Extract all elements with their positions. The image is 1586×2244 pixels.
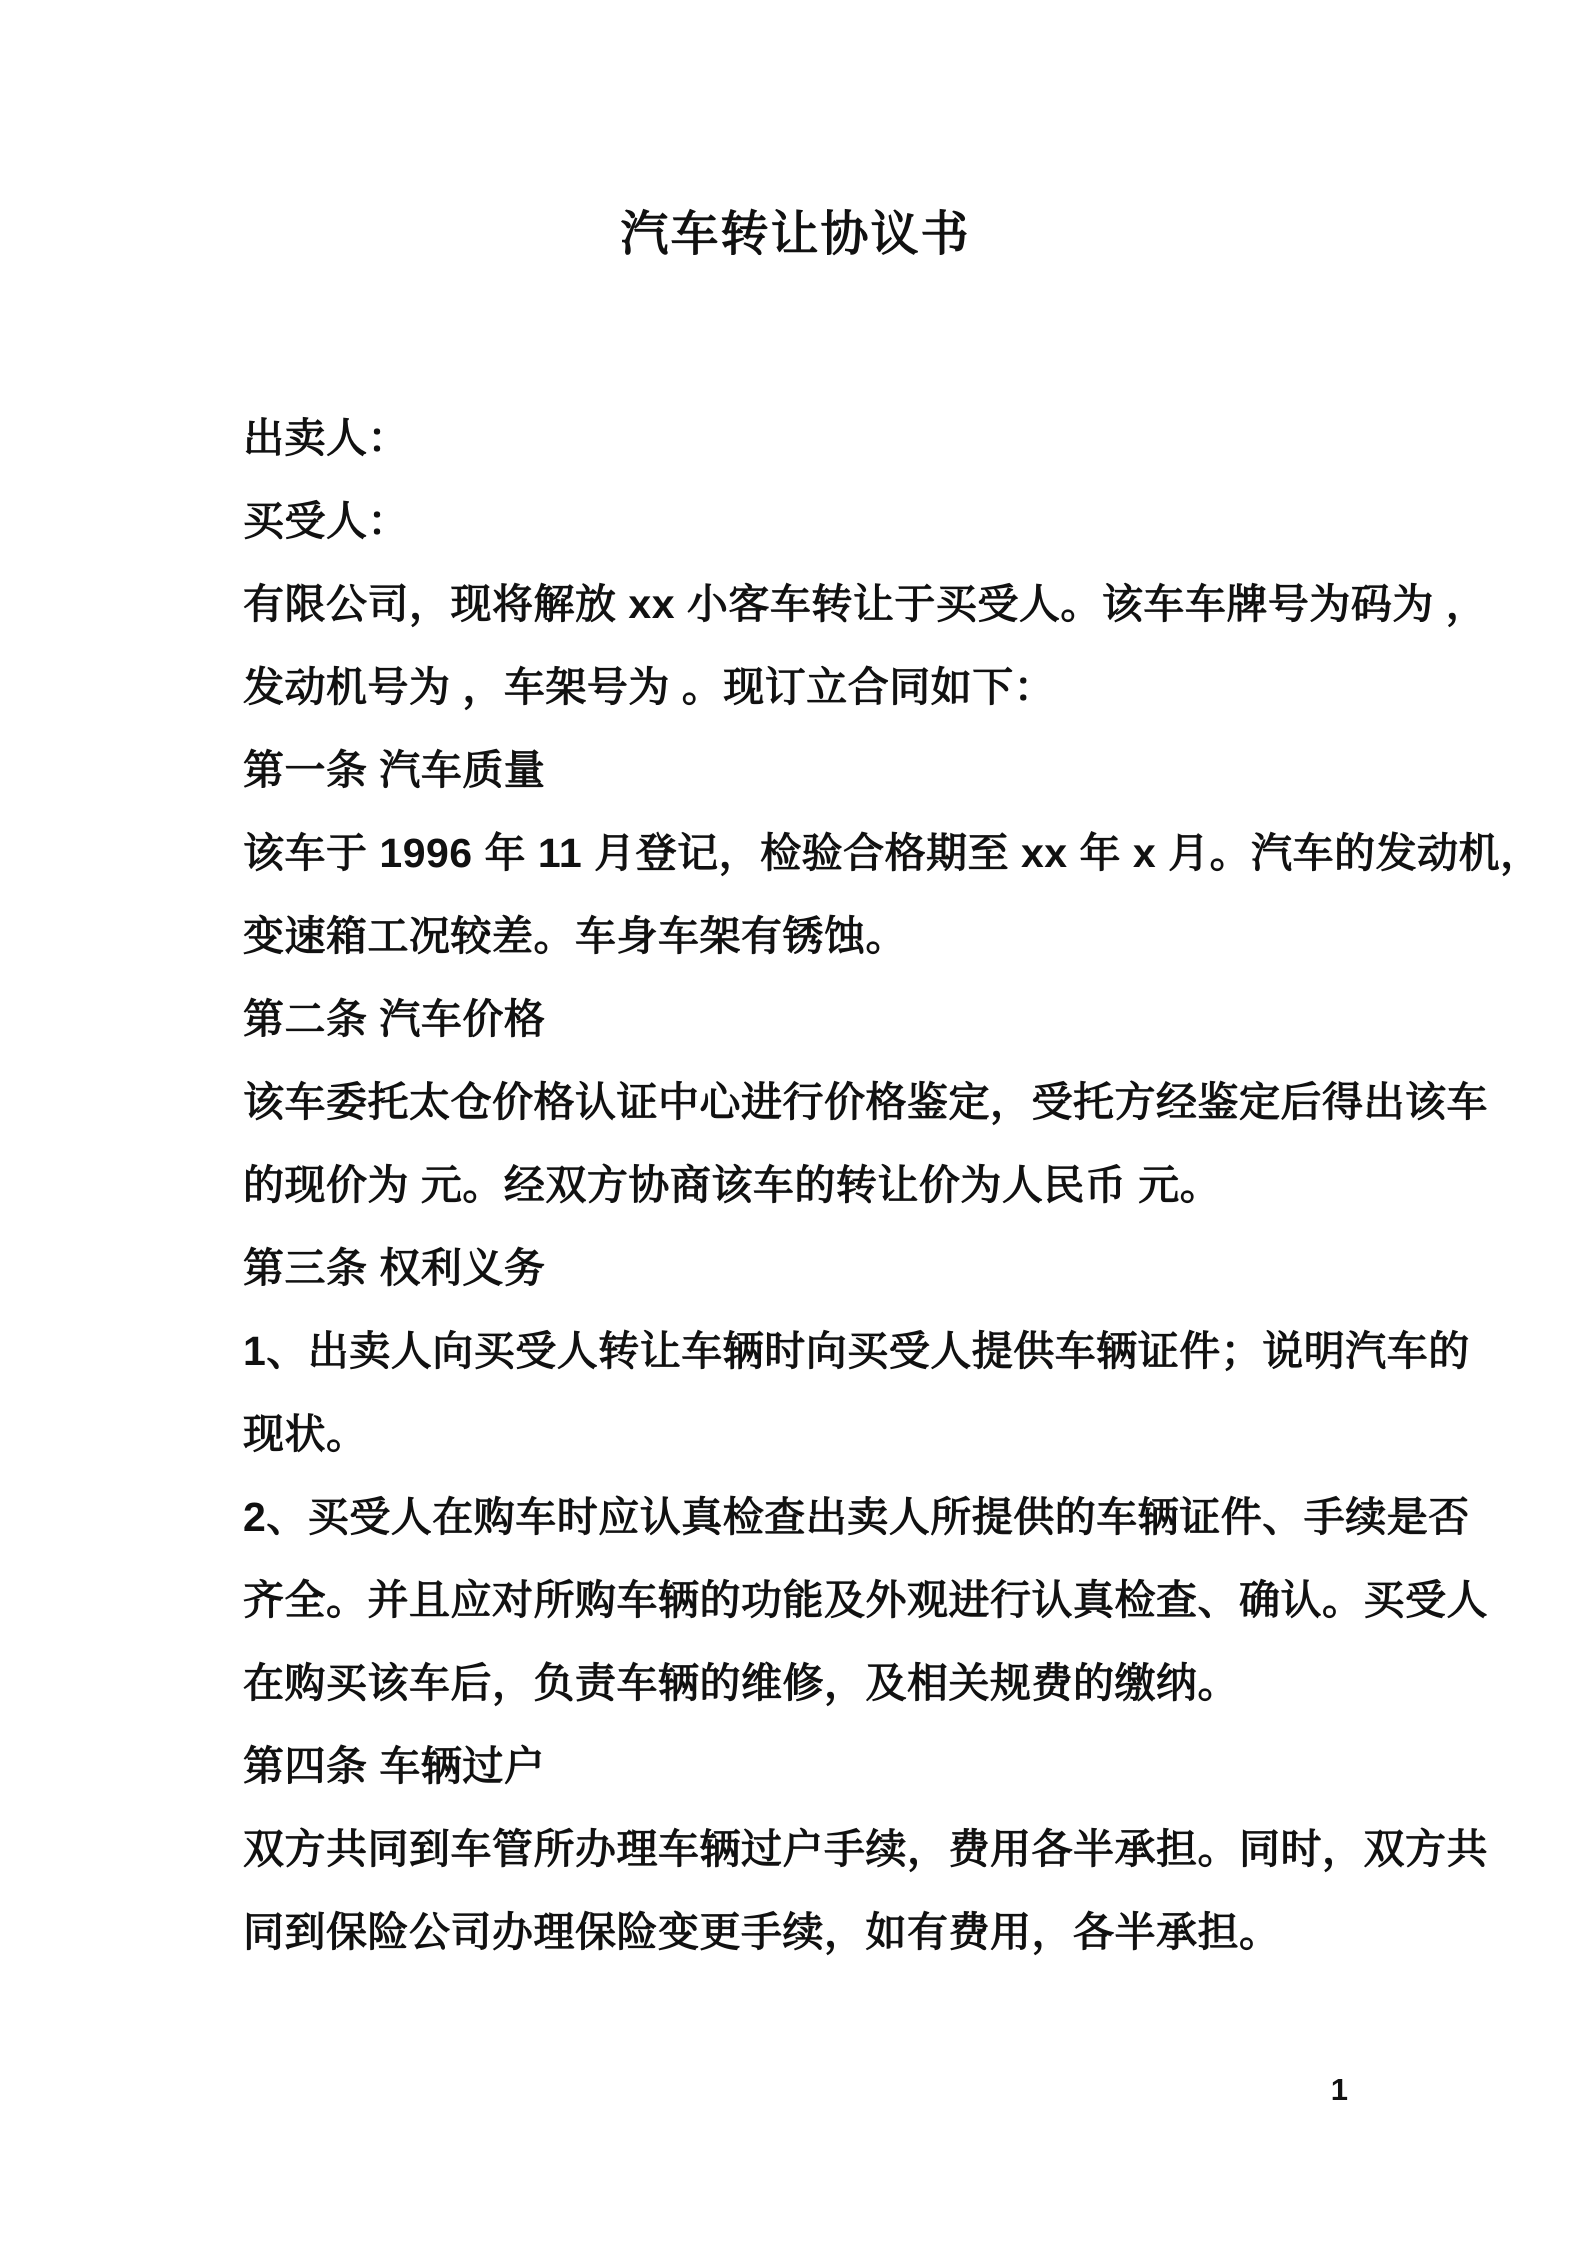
document-body xyxy=(243,397,1542,1974)
document-line: 该车于 1996 年 11 月登记，检验合格期至 xx 年 x 月。汽车的发动机， xyxy=(243,830,1542,876)
document-line: 的现价为 元。经双方协商该车的转让价为人民币 元。 xyxy=(243,1162,1222,1208)
clause-heading-line: 第三条 权利义务 xyxy=(243,1245,546,1291)
document-title: 汽车转让协议书 xyxy=(620,208,971,261)
clause-heading-line: 第二条 汽车价格 xyxy=(243,996,546,1042)
clause-heading-line: 第四条 车辆过户 xyxy=(243,1743,546,1789)
document-line: 现状。 xyxy=(243,1411,368,1457)
document-line: 买受人： xyxy=(243,498,409,544)
document-line: 同到保险公司办理保险变更手续，如有费用，各半承担。 xyxy=(243,1909,1281,1955)
document-line: 发动机号为 ，车架号为 。现订立合同如下： xyxy=(243,664,1056,710)
page-number: 1 xyxy=(1330,2072,1348,2107)
document-line: 在购买该车后，负责车辆的维修，及相关规费的缴纳。 xyxy=(243,1660,1239,1706)
document-line: 出卖人： xyxy=(243,415,409,461)
document-line: 2、买受人在购车时应认真检查出卖人所提供的车辆证件、手续是否 xyxy=(243,1494,1470,1540)
document-line: 该车委托太仓价格认证中心进行价格鉴定，受托方经鉴定后得出该车 xyxy=(243,1079,1488,1125)
document-line: 1、出卖人向买受人转让车辆时向买受人提供车辆证件；说明汽车的 xyxy=(243,1328,1470,1374)
document-line: 双方共同到车管所办理车辆过户手续，费用各半承担。同时，双方共 xyxy=(243,1826,1488,1872)
document-line: 有限公司，现将解放 xx 小客车转让于买受人。该车车牌号为码为 ， xyxy=(243,581,1488,627)
document-line: 变速箱工况较差。车身车架有锈蚀。 xyxy=(243,913,907,959)
document-line: 齐全。并且应对所购车辆的功能及外观进行认真检查、确认。买受人 xyxy=(243,1577,1488,1623)
clause-heading-line: 第一条 汽车质量 xyxy=(243,747,546,793)
